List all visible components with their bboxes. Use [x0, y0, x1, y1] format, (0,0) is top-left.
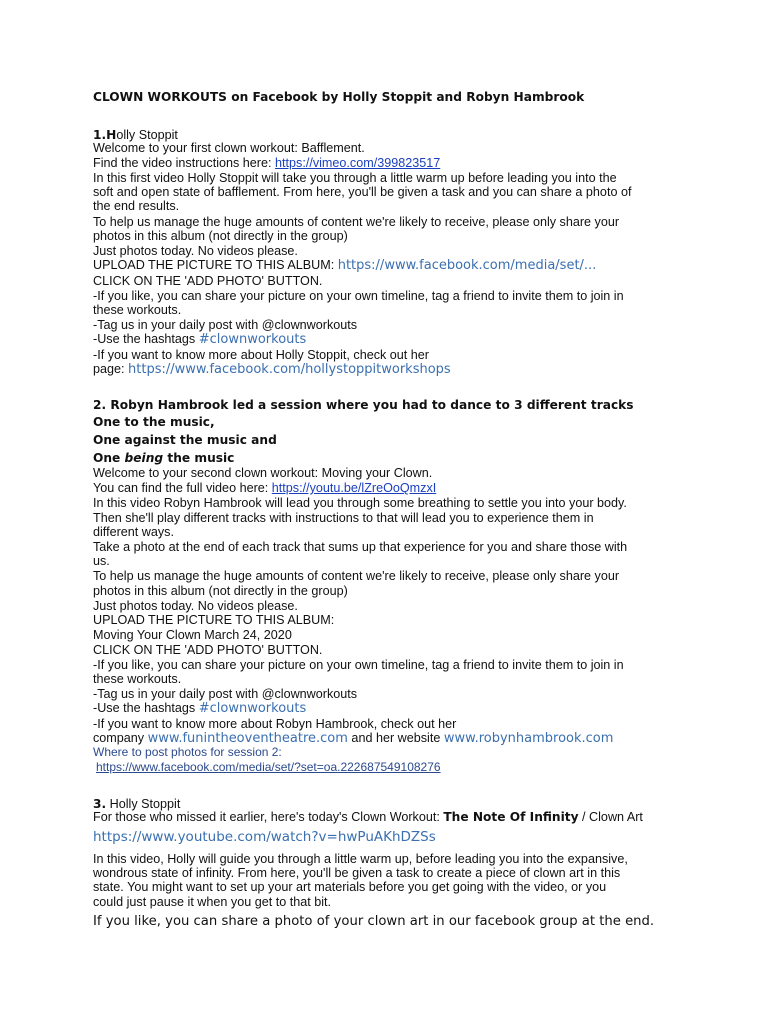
section3-heading: 3. Holly Stoppit: [93, 797, 181, 811]
s2-paragraph-line: Take a photo at the end of each track that sums up that experience for you and share those with: [93, 540, 628, 554]
s1-share-line: these workouts.: [93, 303, 182, 317]
s2-share-line: -If you like, you can share your picture on your own timeline, tag a friend to invite them to join in: [93, 658, 624, 672]
document-title: CLOWN WORKOUTS on Facebook by Holly Stoppit and Robyn Hambrook: [93, 90, 585, 104]
youtube-link[interactable]: https://www.youtube.com/watch?v=hwPuAKhDZSs: [93, 829, 436, 845]
s3-closing: If you like, you can share a photo of your clown art in our facebook group at the end.: [93, 914, 655, 929]
s2-welcome: Welcome to your second clown workout: Moving your Clown.: [93, 466, 433, 480]
s2-more-line: -If you want to know more about Robyn Hambrook, check out her: [93, 717, 457, 731]
s2-paragraph-line: In this video Robyn Hambrook will lead you through some breathing to settle you into your body.: [93, 496, 627, 510]
facebook-set-link[interactable]: https://www.facebook.com/media/set/?set=oa.222687549108276: [96, 760, 441, 774]
s1-find-line: Find the video instructions here: https://vimeo.com/399823517: [93, 156, 441, 170]
section1-heading: 1.Holly Stoppit: [93, 128, 178, 142]
s2-hashtag-line: -Use the hashtags #clownworkouts: [93, 701, 307, 716]
s1-hashtag-line: -Use the hashtags #clownworkouts: [93, 332, 307, 347]
s1-help-line: To help us manage the huge amounts of content we're likely to receive, please only share your: [93, 215, 620, 229]
s2-one-against: One against the music and: [93, 433, 277, 447]
s2-find-line: You can find the full video here: https://youtu.be/lZreOoQmzxI: [93, 481, 437, 495]
s2-upload-line: UPLOAD THE PICTURE TO THIS ALBUM:: [93, 613, 335, 627]
s1-share-line: -If you like, you can share your picture on your own timeline, tag a friend to invite them to join in: [93, 289, 624, 303]
s2-album-name: Moving Your Clown March 24, 2020: [93, 628, 292, 642]
s2-where-post: Where to post photos for session 2:: [93, 745, 282, 759]
vimeo-link[interactable]: https://vimeo.com/399823517: [275, 156, 441, 170]
hashtag: #clownworkouts: [198, 332, 307, 347]
s1-tag-us: -Tag us in your daily post with @clownworkouts: [93, 318, 358, 332]
s2-post-line: [96, 761, 441, 774]
s3-paragraph-line: wondrous state of infinity. From here, you'll be given a task to create a piece of clown art in this: [93, 866, 621, 880]
s2-paragraph-line: us.: [93, 554, 110, 568]
youtube-short-link[interactable]: https://youtu.be/lZreOoQmzxI: [271, 481, 437, 495]
s2-share-line: these workouts.: [93, 672, 182, 686]
s1-page-line: page: https://www.facebook.com/hollystoppitworkshops: [93, 362, 451, 377]
s2-paragraph-line: different ways.: [93, 525, 174, 539]
s1-photos-only: Just photos today. No videos please.: [93, 244, 298, 258]
s2-tag-us: -Tag us in your daily post with @clownworkouts: [93, 687, 358, 701]
s2-one-being: One being the music: [93, 451, 235, 465]
company-link[interactable]: www.funintheoventheatre.com: [147, 731, 348, 746]
s2-one-to: One to the music,: [93, 415, 215, 429]
s1-click-add: CLICK ON THE 'ADD PHOTO' BUTTON.: [93, 274, 323, 288]
s1-more-line: -If you want to know more about Holly Stoppit, check out her: [93, 348, 430, 362]
s1-paragraph-line: the end results.: [93, 199, 180, 213]
facebook-page-link[interactable]: https://www.facebook.com/hollystoppitworkshops: [128, 362, 451, 377]
album-link[interactable]: https://www.facebook.com/media/set/...: [337, 258, 597, 273]
s3-paragraph-line: could just pause it when you get to that bit.: [93, 895, 332, 909]
s3-paragraph-line: state. You might want to set up your art materials before you get going with the video, or you: [93, 880, 607, 894]
s3-missed-line: For those who missed it earlier, here's today's Clown Workout: The Note Of Infinity / Clown Art: [93, 810, 643, 824]
s1-welcome: Welcome to your first clown workout: Bafflement.: [93, 141, 365, 155]
s1-paragraph-line: In this first video Holly Stoppit will take you through a little warm up before leading you into the: [93, 171, 617, 185]
website-link[interactable]: www.robynhambrook.com: [443, 731, 614, 746]
s2-click-add: CLICK ON THE 'ADD PHOTO' BUTTON.: [93, 643, 323, 657]
s2-paragraph-line: Then she'll play different tracks with instructions to that will lead you to experience them in: [93, 511, 594, 525]
s3-paragraph-line: In this video, Holly will guide you through a little warm up, before leading you into the expansive,: [93, 852, 628, 866]
s1-upload-line: UPLOAD THE PICTURE TO THIS ALBUM: https://www.facebook.com/media/set/...: [93, 258, 597, 273]
s1-paragraph-line: soft and open state of bafflement. From here, you'll be given a task and you can share a photo of: [93, 185, 632, 199]
hashtag: #clownworkouts: [198, 701, 307, 716]
s2-help-line: To help us manage the huge amounts of content we're likely to receive, please only share your: [93, 569, 620, 583]
s1-help-line: photos in this album (not directly in the group): [93, 229, 348, 243]
s2-company-line: company www.funintheoventheatre.com and her website www.robynhambrook.com: [93, 731, 614, 746]
section2-heading: 2. Robyn Hambrook led a session where you had to dance to 3 different tracks: [93, 398, 634, 412]
s2-help-line: photos in this album (not directly in the group): [93, 584, 348, 598]
s3-youtube-line: [93, 828, 436, 846]
s2-photos-only: Just photos today. No videos please.: [93, 599, 298, 613]
